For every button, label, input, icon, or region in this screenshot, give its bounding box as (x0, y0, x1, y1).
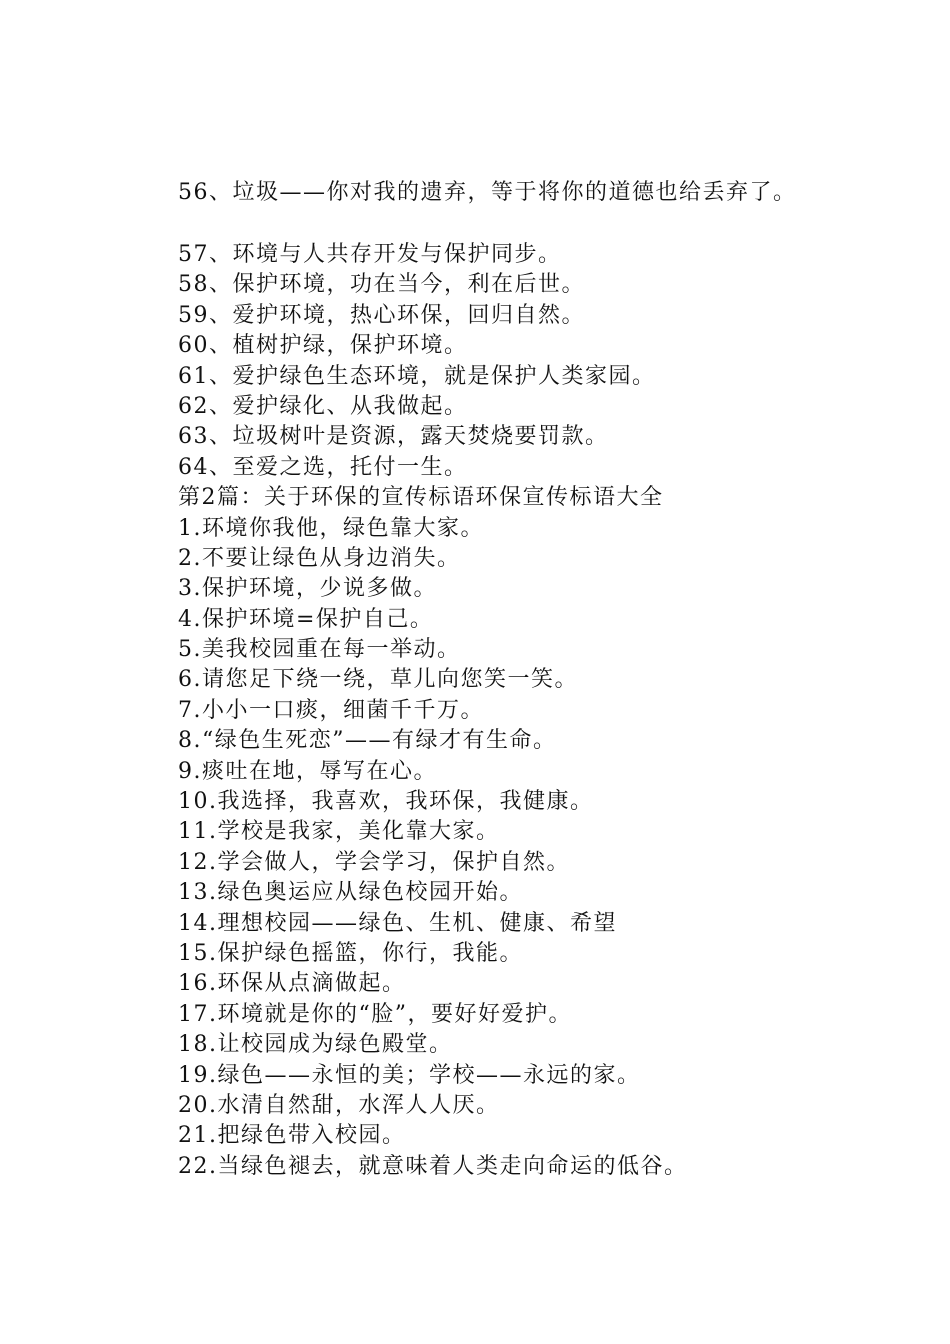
slogan-item-9: 9.痰吐在地，辱写在心。 (178, 758, 437, 784)
slogan-item-15: 15.保护绿色摇篮，你行，我能。 (178, 940, 523, 966)
slogan-item-5: 5.美我校园重在每一举动。 (178, 637, 461, 663)
slogan-item-2: 2.不要让绿色从身边消失。 (178, 545, 461, 571)
slogan-item-12: 12.学会做人，学会学习，保护自然。 (178, 849, 570, 875)
slogan-line-57: 57、环境与人共存开发与保护同步。 (178, 242, 562, 267)
slogan-item-7: 7.小小一口痰，细菌千千万。 (178, 697, 484, 723)
slogan-item-6: 6.请您足下绕一绕，草儿向您笑一笑。 (178, 667, 578, 693)
slogan-item-16: 16.环保从点滴做起。 (178, 971, 406, 997)
slogan-line-59: 59、爱护环境，热心环保，回归自然。 (178, 302, 585, 328)
document-body (178, 176, 938, 1182)
slogan-item-19: 19.绿色——永恒的美；学校——永远的家。 (178, 1062, 641, 1088)
slogan-line-63: 63、垃圾树叶是资源，露天焚烧要罚款。 (178, 424, 609, 450)
slogan-item-13: 13.绿色奥运应从绿色校园开始。 (178, 880, 523, 906)
slogan-line-62: 62、爱护绿化、从我做起。 (178, 393, 468, 419)
slogan-item-20: 20.水清自然甜，水浑人人厌。 (178, 1092, 500, 1118)
slogan-item-3: 3.保护环境，少说多做。 (178, 576, 437, 602)
slogan-item-4: 4.保护环境=保护自己。 (178, 606, 434, 632)
slogan-line-64: 64、至爱之选，托付一生。 (178, 454, 468, 480)
slogan-item-18: 18.让校园成为绿色殿堂。 (178, 1032, 453, 1058)
slogan-item-17: 17.环境就是你的“脸”，要好好爱护。 (178, 1001, 572, 1027)
slogan-item-8: 8.“绿色生死恋”——有绿才有生命。 (178, 728, 557, 754)
section-heading: 第2篇：关于环保的宣传标语环保宣传标语大全 (178, 485, 664, 511)
slogan-line-56: 56、垃圾——你对我的遗弃，等于将你的道德也给丢弃了。 (178, 180, 797, 205)
slogan-item-1: 1.环境你我他，绿色靠大家。 (178, 515, 484, 541)
slogan-line-61: 61、爱护绿色生态环境，就是保护人类家园。 (178, 363, 656, 389)
slogan-item-21: 21.把绿色带入校园。 (178, 1123, 406, 1149)
slogan-item-22: 22.当绿色褪去，就意味着人类走向命运的低谷。 (178, 1153, 688, 1179)
slogan-line-58: 58、保护环境，功在当今，利在后世。 (178, 272, 585, 298)
slogan-item-10: 10.我选择，我喜欢，我环保，我健康。 (178, 789, 594, 815)
slogan-item-14: 14.理想校园——绿色、生机、健康、希望 (178, 910, 617, 936)
slogan-item-11: 11.学校是我家，美化靠大家。 (178, 819, 500, 845)
slogan-line-60: 60、植树护绿，保护环境。 (178, 333, 468, 359)
